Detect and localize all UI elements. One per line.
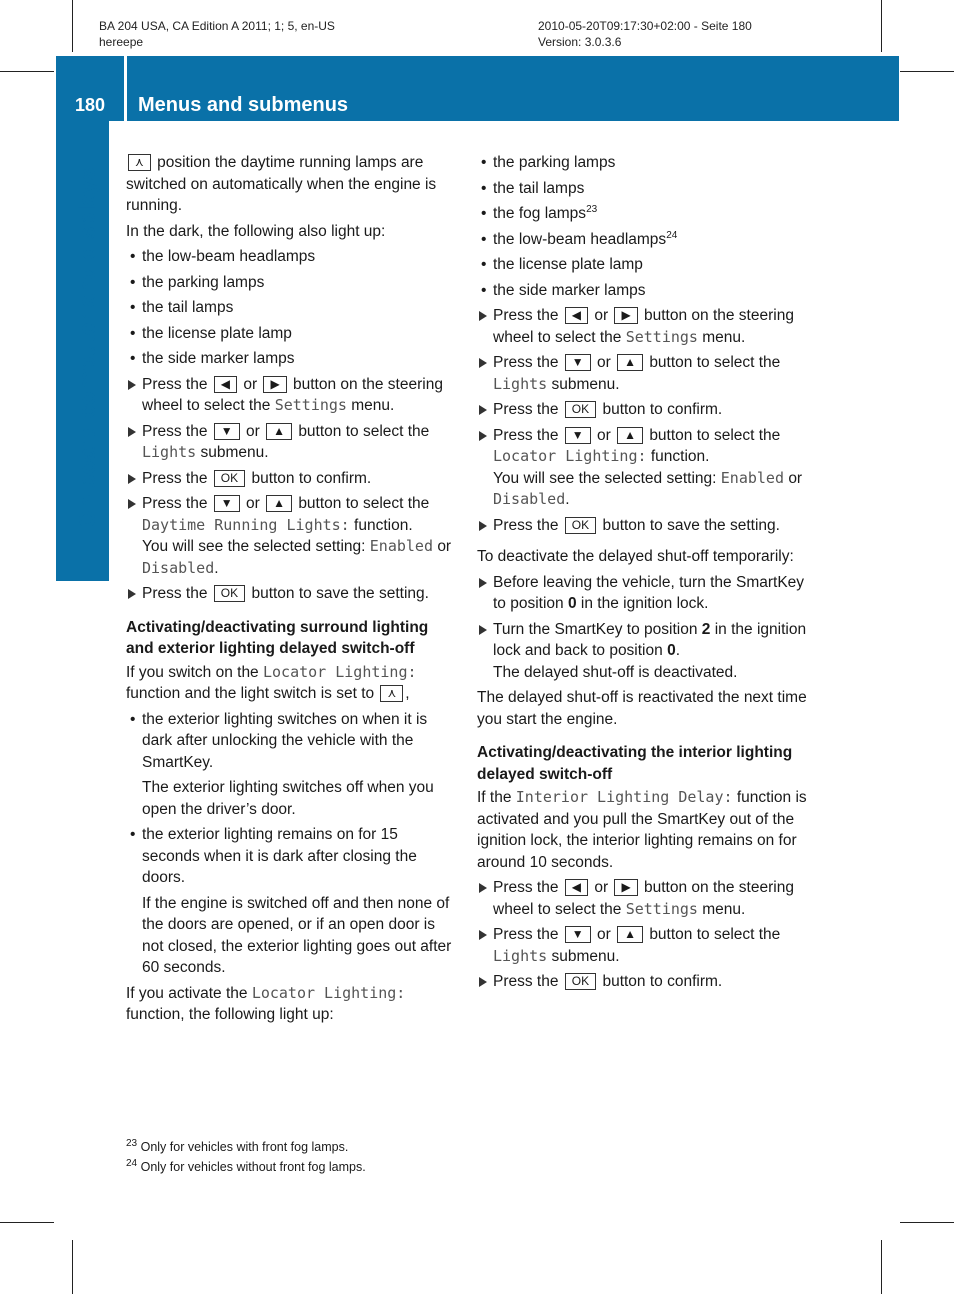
crop-mark [881,1240,882,1294]
intro-paragraph: ⋏ position the daytime running lamps are switched on automatically when the engine is running. [126,154,437,214]
ok-key-icon: OK [565,973,596,990]
down-arrow-key-icon: ▼ [565,427,591,444]
list-item: • the low-beam headlamps [130,248,316,265]
crop-mark [0,71,54,72]
instruction-step: Turn the SmartKey to position 2 in the ignition lock and back to position 0. The delayed shut-off is deactivated. [477,619,809,684]
ok-key-icon: OK [214,585,245,602]
step-arrow-icon [128,499,136,509]
left-arrow-key-icon: ◀ [565,879,588,896]
ok-key-icon: OK [565,517,596,534]
down-arrow-key-icon: ▼ [565,926,591,943]
right-arrow-key-icon: ▶ [614,307,637,324]
meta-edition: BA 204 USA, CA Edition A 2011; 1; 5, en-US [99,19,335,33]
step-arrow-icon [479,578,487,588]
instruction-step: Press the ▼ or ▲ button to select the Lights submenu. [477,352,809,395]
instruction-step: Press the ▼ or ▲ button to select the Lights submenu. [477,924,809,967]
lamp-switch-icon: ⋏ [128,154,151,171]
up-arrow-key-icon: ▲ [617,427,643,444]
print-meta-left [99,18,335,50]
paragraph: If you activate the Locator Lighting: function, the following light up: [126,983,406,1023]
crop-mark [72,0,73,52]
list-item: • the license plate lamp [481,256,643,273]
step-arrow-icon [128,380,136,390]
list-item: • the tail lamps [481,179,585,197]
crop-mark [72,1240,73,1294]
right-arrow-key-icon: ▶ [263,376,286,393]
section-heading: Activating/deactivating surround lighting and exterior lighting delayed switch-off [126,618,429,657]
paragraph: To deactivate the delayed shut-off temporarily: [477,548,794,565]
lamp-switch-icon: ⋏ [380,685,403,702]
right-column [477,152,809,997]
list-item: • the exterior lighting remains on for 15 seconds when it is dark after closing the doors. [130,826,417,886]
up-arrow-key-icon: ▲ [266,495,292,512]
page-number: 180 [74,95,106,115]
footnote-ref: 23 [586,203,598,215]
down-arrow-key-icon: ▼ [214,423,240,440]
up-arrow-key-icon: ▲ [617,926,643,943]
crop-mark [881,0,882,52]
paragraph: The delayed shut-off is reactivated the next time you start the engine. [477,689,807,728]
step-arrow-icon [479,625,487,635]
crop-mark [900,1222,954,1223]
ok-key-icon: OK [565,401,596,418]
meta-user: hereepe [99,35,144,49]
list-item: • the fog lamps$^{23}$ [481,203,598,222]
crop-mark [0,1222,54,1223]
meta-timestamp: 2010-05-20T09:17:30+02:00 - Seite 180 [538,19,752,33]
instruction-step: Press the ◀ or ▶ button on the steering wheel to select the Settings menu. [477,877,809,920]
step-arrow-icon [479,405,487,415]
step-arrow-icon [479,883,487,893]
section-banner [56,56,899,121]
paragraph: If the Interior Lighting Delay: function is activated and you pull the SmartKey out of the ignition lock, the interior lighting remains on for around 10 seconds. [477,788,807,871]
side-tab-label: On-board computer and displays [74,167,100,528]
step-arrow-icon [128,474,136,484]
instruction-step: Press the ▼ or ▲ button to select the Locator Lighting: function. You will see the selected setting: Enabled or Disabled. [477,425,809,511]
list-item: • the license plate lamp [130,324,292,342]
step-arrow-icon [479,311,487,321]
instruction-step: Press the OK button to save the setting. [126,583,458,605]
down-arrow-key-icon: ▼ [214,495,240,512]
up-arrow-key-icon: ▲ [617,354,643,371]
down-arrow-key-icon: ▼ [565,354,591,371]
list-item: • the parking lamps [130,273,265,291]
list-item: • the low-beam headlamps$^{24}$ [481,229,678,248]
instruction-step: Press the OK button to save the setting. [477,515,809,537]
print-meta-right [538,18,752,50]
meta-version: Version: 3.0.3.6 [538,35,622,49]
right-arrow-key-icon: ▶ [614,879,637,896]
instruction-step: Before leaving the vehicle, turn the SmartKey to position 0 in the ignition lock. [477,572,809,615]
left-column [126,152,458,1030]
instruction-step: Press the ▼ or ▲ button to select the Lights submenu. [126,421,458,464]
list-item: • the tail lamps [130,299,234,316]
instruction-step: Press the OK button to confirm. [477,971,809,993]
page-title: Menus and submenus [138,94,349,116]
instruction-step: Press the ◀ or ▶ button on the steering wheel to select the Settings menu. [477,305,809,348]
instruction-step: Press the ▼ or ▲ button to select the Daytime Running Lights: function. You will see the selected setting: Enabled or Disabled. [126,493,458,579]
step-arrow-icon [479,521,487,531]
section-heading: Activating/deactivating the interior lighting delayed switch-off [477,744,793,783]
list-item: • the parking lamps [481,154,616,171]
ok-key-icon: OK [214,470,245,487]
left-arrow-key-icon: ◀ [214,376,237,393]
step-arrow-icon [479,358,487,368]
instruction-step: Press the OK button to confirm. [477,399,809,421]
paragraph: If you switch on the Locator Lighting: function and the light switch is set to ⋏ , [126,662,417,702]
banner-divider [124,56,127,121]
left-arrow-key-icon: ◀ [565,307,588,324]
dark-intro: In the dark, the following also light up: [126,222,386,240]
up-arrow-key-icon: ▲ [266,423,292,440]
step-arrow-icon [479,431,487,441]
list-item-note: The exterior lighting switches off when you open the driver’s door. [142,779,434,818]
step-arrow-icon [479,977,487,987]
step-arrow-icon [128,427,136,437]
list-item: • the side marker lamps [130,350,295,367]
instruction-step: Press the ◀ or ▶ button on the steering wheel to select the Settings menu. [126,374,458,417]
footnote-ref: 24 [666,229,678,241]
list-item: • the side marker lamps [481,281,646,299]
instruction-step: Press the OK button to confirm. [126,468,458,490]
footnote: $^{23}$ Only for vehicles with front fog lamps. [126,1137,349,1154]
list-item-note: If the engine is switched off and then none of the doors are opened, or if an open door is not closed, the exterior lighting goes out after 60 seconds. [142,894,452,976]
list-item: • the exterior lighting switches on when it is dark after unlocking the vehicle with the SmartKey. [130,710,428,771]
step-arrow-icon [479,930,487,940]
step-arrow-icon [128,589,136,599]
footnote: $^{24}$ Only for vehicles without front fog lamps. [126,1157,366,1174]
crop-mark [900,71,954,72]
